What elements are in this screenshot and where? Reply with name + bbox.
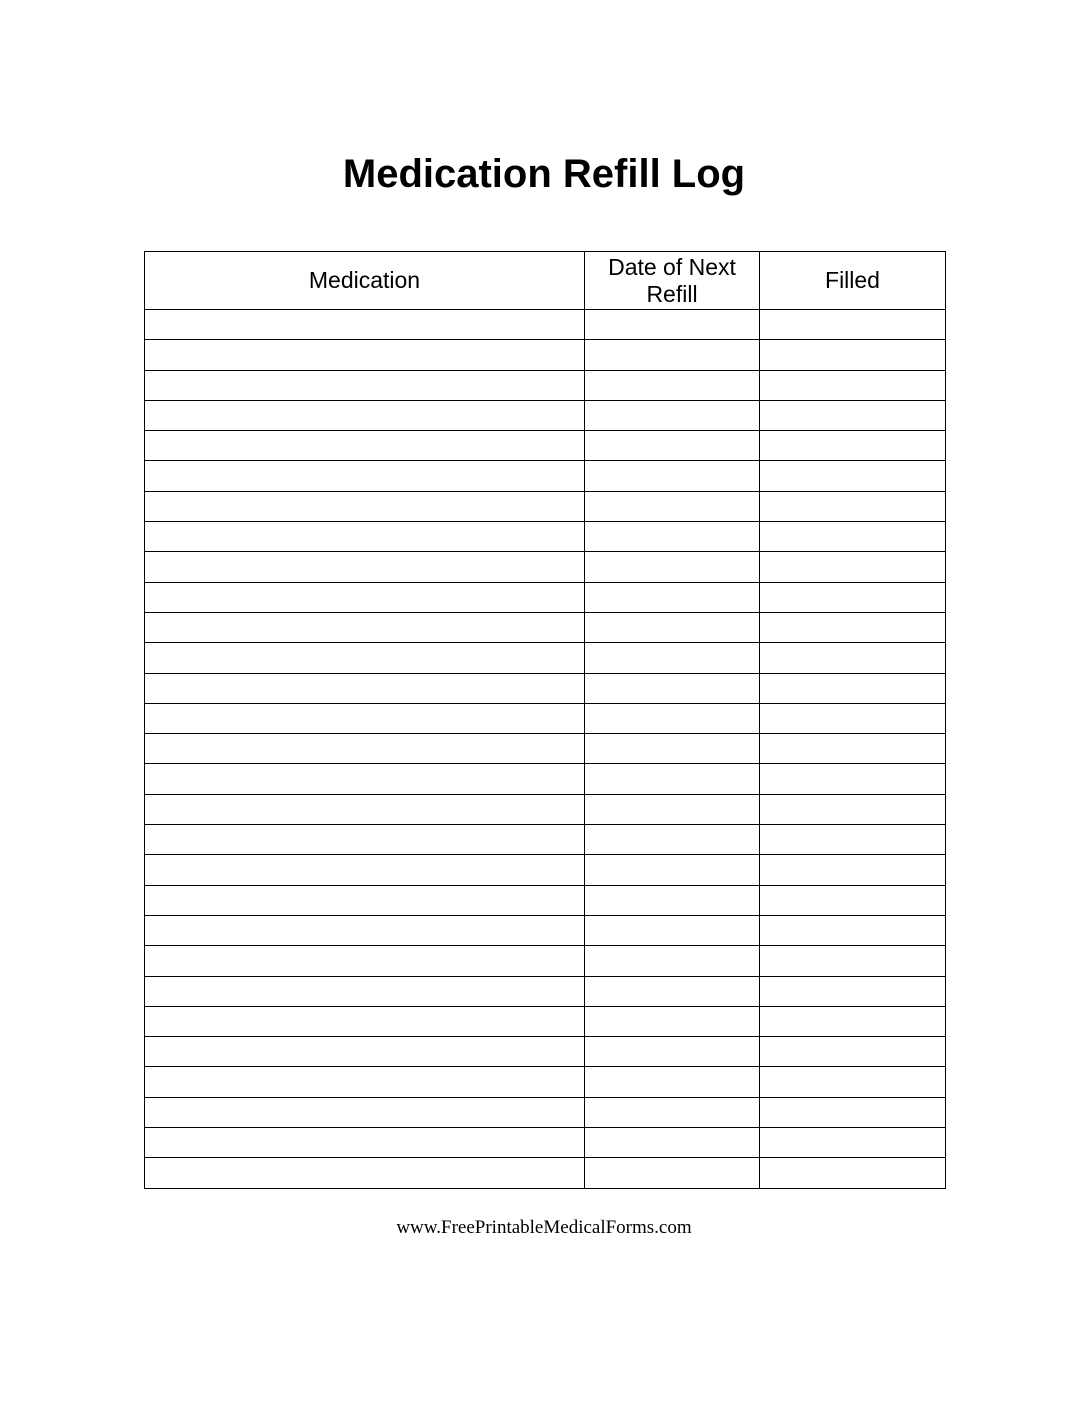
column-header-filled: Filled <box>760 252 946 310</box>
filled-cell[interactable] <box>760 552 946 582</box>
table-row <box>145 825 946 855</box>
next-refill-date-cell[interactable] <box>585 885 760 915</box>
table-row <box>145 1037 946 1067</box>
medication-cell[interactable] <box>145 825 585 855</box>
next-refill-date-cell[interactable] <box>585 734 760 764</box>
medication-cell[interactable] <box>145 764 585 794</box>
table-row <box>145 491 946 521</box>
medication-cell[interactable] <box>145 946 585 976</box>
next-refill-date-cell[interactable] <box>585 1037 760 1067</box>
filled-cell[interactable] <box>760 885 946 915</box>
filled-cell[interactable] <box>760 643 946 673</box>
medication-cell[interactable] <box>145 612 585 642</box>
next-refill-date-cell[interactable] <box>585 976 760 1006</box>
table-row <box>145 673 946 703</box>
medication-cell[interactable] <box>145 1037 585 1067</box>
next-refill-date-cell[interactable] <box>585 370 760 400</box>
table-row <box>145 310 946 340</box>
filled-cell[interactable] <box>760 976 946 1006</box>
table-row <box>145 522 946 552</box>
filled-cell[interactable] <box>760 915 946 945</box>
table-row <box>145 885 946 915</box>
medication-cell[interactable] <box>145 461 585 491</box>
next-refill-date-cell[interactable] <box>585 825 760 855</box>
filled-cell[interactable] <box>760 703 946 733</box>
filled-cell[interactable] <box>760 794 946 824</box>
medication-cell[interactable] <box>145 673 585 703</box>
next-refill-date-cell[interactable] <box>585 764 760 794</box>
medication-cell[interactable] <box>145 1097 585 1127</box>
filled-cell[interactable] <box>760 1067 946 1097</box>
table-row <box>145 461 946 491</box>
table-row <box>145 794 946 824</box>
medication-cell[interactable] <box>145 522 585 552</box>
table-row <box>145 370 946 400</box>
table-row <box>145 552 946 582</box>
refill-log-table <box>144 251 946 1189</box>
medication-cell[interactable] <box>145 1067 585 1097</box>
filled-cell[interactable] <box>760 522 946 552</box>
medication-cell[interactable] <box>145 1158 585 1188</box>
medication-cell[interactable] <box>145 431 585 461</box>
next-refill-date-cell[interactable] <box>585 491 760 521</box>
medication-cell[interactable] <box>145 794 585 824</box>
table-body <box>145 310 946 1189</box>
table-row <box>145 340 946 370</box>
table-row <box>145 1006 946 1036</box>
filled-cell[interactable] <box>760 734 946 764</box>
filled-cell[interactable] <box>760 1006 946 1036</box>
filled-cell[interactable] <box>760 310 946 340</box>
table-row <box>145 431 946 461</box>
next-refill-date-cell[interactable] <box>585 643 760 673</box>
filled-cell[interactable] <box>760 764 946 794</box>
filled-cell[interactable] <box>760 1128 946 1158</box>
column-header-medication: Medication <box>145 252 585 310</box>
filled-cell[interactable] <box>760 855 946 885</box>
medication-cell[interactable] <box>145 1128 585 1158</box>
medication-cell[interactable] <box>145 915 585 945</box>
table-row <box>145 946 946 976</box>
medication-cell[interactable] <box>145 1006 585 1036</box>
medication-cell[interactable] <box>145 370 585 400</box>
table-row <box>145 915 946 945</box>
next-refill-date-cell[interactable] <box>585 1097 760 1127</box>
next-refill-date-cell[interactable] <box>585 340 760 370</box>
column-header-next-refill-date: Date of Next Refill <box>585 252 760 310</box>
medication-cell[interactable] <box>145 400 585 430</box>
filled-cell[interactable] <box>760 461 946 491</box>
next-refill-date-cell[interactable] <box>585 855 760 885</box>
next-refill-date-cell[interactable] <box>585 1006 760 1036</box>
next-refill-date-cell[interactable] <box>585 1067 760 1097</box>
table-row <box>145 1067 946 1097</box>
filled-cell[interactable] <box>760 340 946 370</box>
filled-cell[interactable] <box>760 1037 946 1067</box>
next-refill-date-cell[interactable] <box>585 794 760 824</box>
filled-cell[interactable] <box>760 1097 946 1127</box>
next-refill-date-cell[interactable] <box>585 552 760 582</box>
table-row <box>145 703 946 733</box>
table-row <box>145 855 946 885</box>
table-row <box>145 734 946 764</box>
table-header-row <box>145 252 946 310</box>
filled-cell[interactable] <box>760 946 946 976</box>
table-row <box>145 612 946 642</box>
medication-cell[interactable] <box>145 552 585 582</box>
next-refill-date-cell[interactable] <box>585 1128 760 1158</box>
table-row <box>145 1097 946 1127</box>
next-refill-date-cell[interactable] <box>585 310 760 340</box>
next-refill-date-cell[interactable] <box>585 946 760 976</box>
medication-cell[interactable] <box>145 976 585 1006</box>
medication-cell[interactable] <box>145 855 585 885</box>
next-refill-date-cell[interactable] <box>585 400 760 430</box>
table-row <box>145 582 946 612</box>
footer-website: www.FreePrintableMedicalForms.com <box>396 1217 692 1238</box>
table-row <box>145 976 946 1006</box>
table-row <box>145 643 946 673</box>
filled-cell[interactable] <box>760 612 946 642</box>
medication-cell[interactable] <box>145 491 585 521</box>
filled-cell[interactable] <box>760 400 946 430</box>
filled-cell[interactable] <box>760 370 946 400</box>
next-refill-date-cell[interactable] <box>585 582 760 612</box>
medication-cell[interactable] <box>145 643 585 673</box>
next-refill-date-cell[interactable] <box>585 703 760 733</box>
medication-cell[interactable] <box>145 310 585 340</box>
filled-cell[interactable] <box>760 673 946 703</box>
next-refill-date-cell[interactable] <box>585 915 760 945</box>
next-refill-date-cell[interactable] <box>585 522 760 552</box>
next-refill-date-cell[interactable] <box>585 612 760 642</box>
table-row <box>145 1128 946 1158</box>
next-refill-date-cell[interactable] <box>585 461 760 491</box>
next-refill-date-cell[interactable] <box>585 1158 760 1188</box>
page-title: Medication Refill Log <box>342 152 746 196</box>
next-refill-date-cell[interactable] <box>585 431 760 461</box>
filled-cell[interactable] <box>760 1158 946 1188</box>
filled-cell[interactable] <box>760 825 946 855</box>
medication-cell[interactable] <box>145 734 585 764</box>
next-refill-date-cell[interactable] <box>585 673 760 703</box>
filled-cell[interactable] <box>760 582 946 612</box>
medication-cell[interactable] <box>145 582 585 612</box>
medication-cell[interactable] <box>145 885 585 915</box>
medication-cell[interactable] <box>145 340 585 370</box>
table-row <box>145 764 946 794</box>
filled-cell[interactable] <box>760 491 946 521</box>
filled-cell[interactable] <box>760 431 946 461</box>
medication-cell[interactable] <box>145 703 585 733</box>
table-row <box>145 1158 946 1188</box>
table-row <box>145 400 946 430</box>
